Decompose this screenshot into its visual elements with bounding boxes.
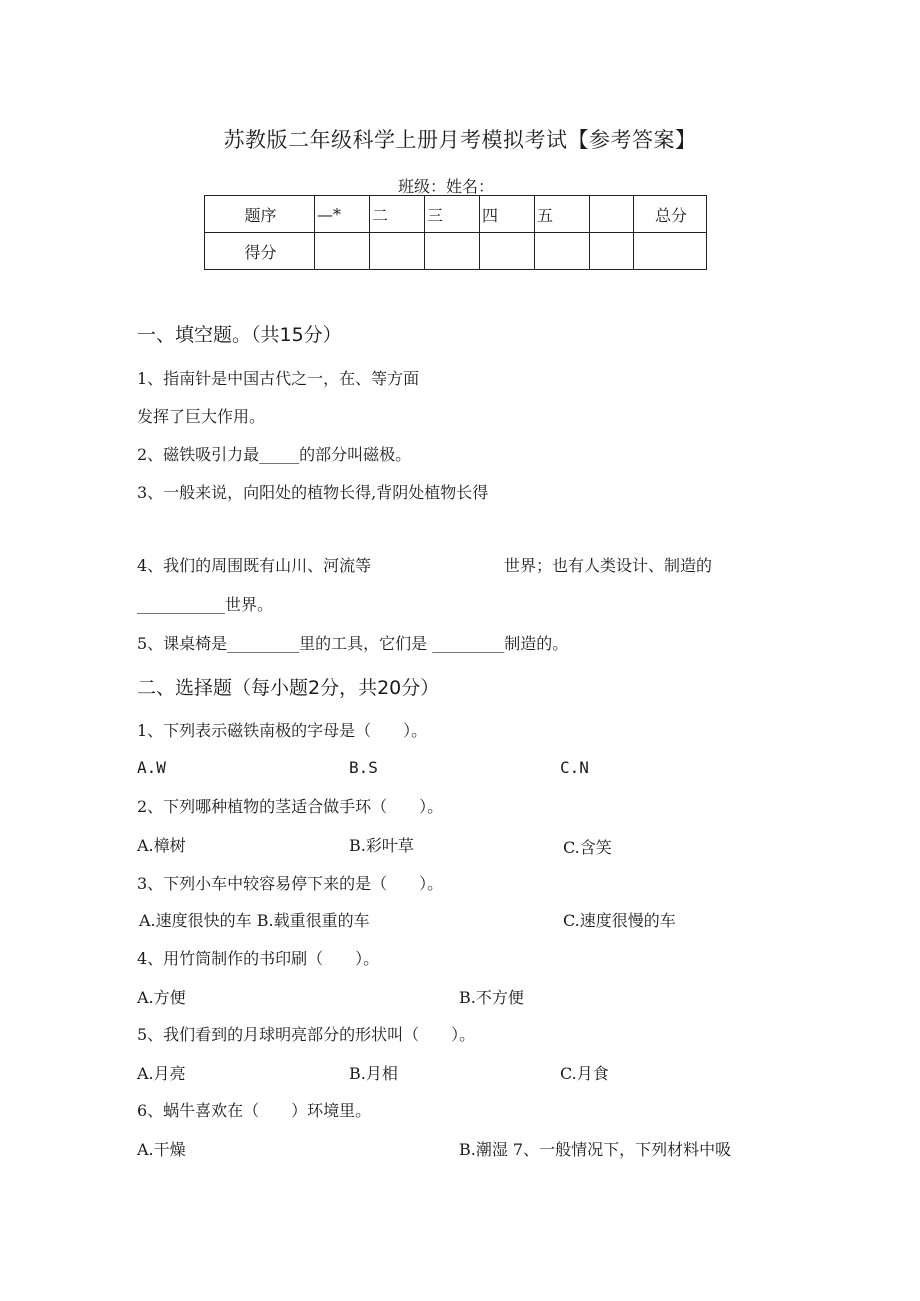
option-b: B.潮湿 7、一般情况下，下列材料中吸	[459, 1140, 732, 1159]
option-a: A.W	[137, 758, 166, 777]
score-table-cell	[590, 196, 634, 233]
option-a: A.方便	[137, 988, 186, 1007]
score-table-cell: 五	[535, 196, 590, 233]
score-table-cell: 总分	[634, 196, 707, 233]
option-b: B.不方便	[459, 988, 524, 1007]
question-text: 发挥了巨大作用。	[137, 407, 266, 426]
section-heading-fill-in: 一、填空题。（共15分）	[137, 324, 342, 346]
option-a-b: A.速度很快的车 B.载重很重的车	[139, 911, 370, 930]
option-b: B.彩叶草	[349, 836, 414, 855]
score-table-cell: 题序	[205, 196, 315, 233]
option-c: C.N	[560, 758, 589, 777]
option-b: B.S	[349, 758, 378, 777]
option-b: B.月相	[349, 1064, 398, 1083]
score-table-cell	[535, 233, 590, 270]
class-name-line: 班级：姓名：	[398, 177, 495, 196]
score-table-cell: 三	[425, 196, 480, 233]
page-title: 苏教版二年级科学上册月考模拟考试【参考答案】	[223, 128, 697, 152]
option-c: C.月食	[560, 1064, 609, 1083]
option-c: C.速度很慢的车	[563, 911, 676, 930]
score-table-cell	[634, 233, 707, 270]
question-text: 1、下列表示磁铁南极的字母是（ ）。	[137, 721, 428, 740]
option-a: A.月亮	[137, 1064, 186, 1083]
score-table-score-row	[205, 233, 707, 270]
score-table-header-row	[205, 196, 707, 233]
question-text: ___________世界。	[137, 595, 274, 614]
option-a: A.樟树	[137, 836, 186, 855]
score-table	[204, 195, 707, 270]
question-text: 2、下列哪种植物的茎适合做手环（ ）。	[137, 797, 444, 816]
section-heading-choice: 二、选择题（每小题2分，共20分）	[137, 677, 440, 699]
question-text: 5、我们看到的月球明亮部分的形状叫（ ）。	[137, 1025, 476, 1044]
question-text: 世界；也有人类设计、制造的	[504, 556, 713, 575]
question-text: 3、一般来说，向阳处的植物长得,背阴处植物长得	[137, 483, 489, 502]
option-a: A.干燥	[137, 1140, 186, 1159]
score-table-cell: 二	[370, 196, 425, 233]
score-table-cell: 四	[480, 196, 535, 233]
question-text: 4、用竹筒制作的书印刷（ ）。	[137, 949, 380, 968]
score-table-cell	[590, 233, 634, 270]
score-table-cell: —*	[315, 196, 370, 233]
score-table-cell: 得分	[205, 233, 315, 270]
question-text: 3、下列小车中较容易停下来的是（ ）。	[137, 874, 444, 893]
question-text: 4、我们的周围既有山川、河流等	[137, 556, 372, 575]
score-table-cell	[315, 233, 370, 270]
question-text: 1、指南针是中国古代之一，在、等方面	[137, 369, 420, 388]
question-text: 6、蜗牛喜欢在（ ）环境里。	[137, 1101, 372, 1120]
score-table-cell	[480, 233, 535, 270]
score-table-cell	[370, 233, 425, 270]
question-text: 5、课桌椅是_________里的工具，它们是 _________制造的。	[137, 634, 569, 653]
option-c: C.含笑	[563, 838, 612, 857]
score-table-cell	[425, 233, 480, 270]
question-text: 2、磁铁吸引力最_____的部分叫磁极。	[137, 445, 412, 464]
